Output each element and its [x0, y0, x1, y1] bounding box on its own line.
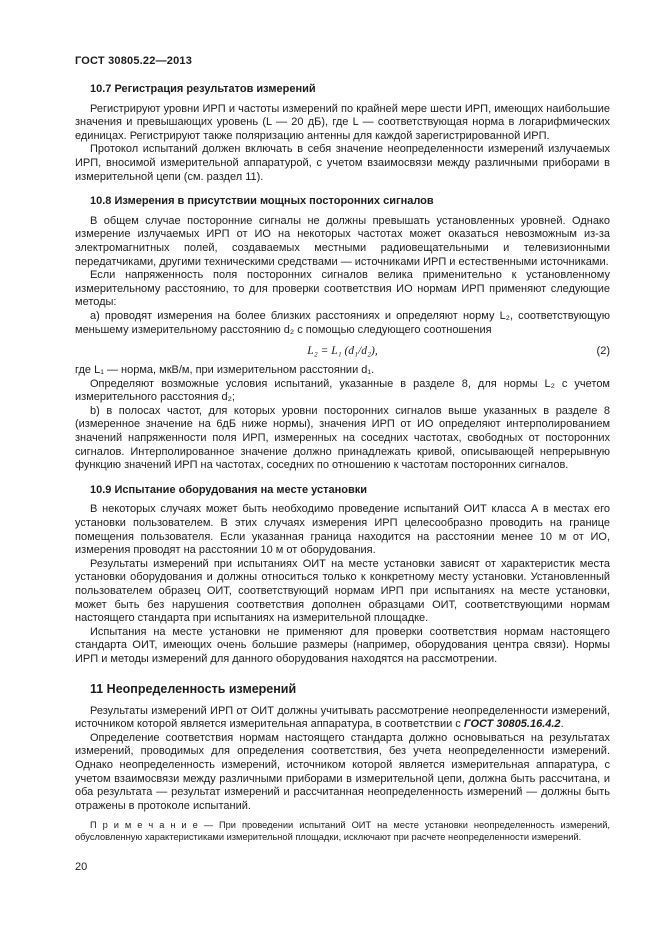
- document-header: ГОСТ 30805.22—2013: [75, 55, 193, 67]
- section-10-7-heading: 10.7 Регистрация результатов измерений: [90, 83, 316, 95]
- section-10-8-paragraph-2: Если напряженность поля посторонних сигналов велика применительно к установленному измерительному расстоянию, то для проверки соответствия ИО нормам ИРП применяют следующие методы:: [75, 269, 610, 309]
- formula-2-expression: L₂ = L₁ (d₁/d₂),: [307, 345, 378, 358]
- section-11-paragraph-1: [75, 705, 610, 732]
- section-10-8-formula-legend: где L₁ — норма, мкВ/м, при измерительном расстоянии d₁.: [75, 364, 375, 377]
- section-10-7-paragraph-1: Регистрируют уровни ИРП и частоты измерений по крайней мере шести ИРП, имеющих наибольшие значения и превышающих уровень (L — 20 дБ), где L — соответствующая норма в логарифмических единицах. Регистрируют также поляризацию антенны для каждой зарегистрированной ИРП.: [75, 102, 610, 142]
- section-11-paragraph-1-end: .: [560, 718, 564, 731]
- section-11-note: П р и м е ч а н и е — При проведении испытаний ОИТ на месте установки неопределенность измерений, обусловленную характеристиками измерительной площадки, исключают при расчете неопределенности измерений.: [75, 820, 610, 842]
- section-10-8-item-a: a) проводят измерения на более близких расстояниях и определяют норму L₂, соответствующую меньшему измерительному расстоянию d₂ с помощью следующего соотношения: [75, 309, 610, 336]
- section-11-heading: 11 Неопределенность измерений: [90, 681, 297, 696]
- section-10-9-paragraph-3: Испытания на месте установки не применяют для проверки соответствия нормам настоящего стандарта ОИТ, имеющих очень большие размеры (например, оборудования центра связи). Нормы ИРП и методы измерений для данного оборудования находятся на рассмотрении.: [75, 625, 610, 665]
- section-10-8-paragraph-4: Определяют возможные условия испытаний, указанные в разделе 8, для нормы L₂ с учетом измерительного расстояния d₂;: [75, 377, 610, 404]
- formula-2-row: [75, 344, 610, 358]
- section-10-8-heading: 10.8 Измерения в присутствии мощных посторонних сигналов: [90, 195, 434, 208]
- formula-2-number: (2): [596, 345, 610, 358]
- section-11-paragraph-2: Определение соответствия нормам настоящего стандарта должно основываться на результатах измерений, проводимых для определения соответствия, без учета неопределенности измерений. Однако неопределенность измерений, источником которой является измерительная аппаратура, с учетом взаимосвязи между различными приборами в измерительной цепи, должна быть рассчитана, и оба результата — результат измерений и рассчитанная неопределенность измерений — должны быть отражены в протоколе испытаний.: [75, 731, 610, 812]
- section-10-8-paragraph-1: В общем случае посторонние сигналы не должны превышать установленных уровней. Однако измерение излучаемых ИРП от ИО на некоторых частотах может оказаться невозможным из-за электромагнитных полей, создаваемых местными радиовещательными и телевизионными передатчиками, другими техническими средствами — источниками ИРП и естественными источниками.: [75, 214, 610, 268]
- section-10-9-paragraph-2: Результаты измерений при испытаниях ОИТ на месте установки зависят от характеристик места установки оборудования и должны относиться только к конкретному месту установки. Установленный пользователем образец ОИТ, соответствующий нормам ИРП при испытаниях на месте установки, может быть без нарушения соответствия дополнен образцами ОИТ, соответствующими нормам настоящего стандарта при испытаниях на измерительной площадке.: [75, 557, 610, 625]
- section-10-9-paragraph-1: В некоторых случаях может быть необходимо проведение испытаний ОИТ класса А в местах его установки пользователем. В этих случаях измерения ИРП целесообразно проводить на границе помещения пользователя. Если указанная граница находится на расстоянии менее 10 м от ИО, измерения проводят на расстоянии 10 м от оборудования.: [75, 503, 610, 557]
- gost-reference: ГОСТ 30805.16.4.2: [463, 718, 561, 731]
- section-10-9-heading: 10.9 Испытание оборудования на месте установки: [90, 483, 368, 496]
- section-11-paragraph-1-text: Результаты измерений ИРП от ОИТ должны учитывать рассмотрение неопределенности измерений, источником которой является измерительная аппаратура, в соответствии с: [75, 704, 610, 731]
- section-10-8-item-b: b) в полосах частот, для которых уровни посторонних сигналов выше указанных в разделе 8 (измеренное значение на 6дБ ниже нормы), значения ИРП от ИО определяют интерполированием значений напряженности поля ИРП, измеренных на соседних частотах, свободных от посторонних сигналов. Интерполированное значение должно принадлежать кривой, описывающей непрерывную функцию значений ИРП на частотах, соседних по отношению к частотам посторонних сигналов.: [75, 404, 610, 472]
- section-10-7-paragraph-2: Протокол испытаний должен включать в себя значение неопределенности измерений излучаемых ИРП, вносимой измерительной аппаратурой, с учетом взаимосвязи между различными приборами в измерительной цепи (см. раздел 11).: [75, 143, 610, 183]
- page-number: 20: [75, 861, 88, 873]
